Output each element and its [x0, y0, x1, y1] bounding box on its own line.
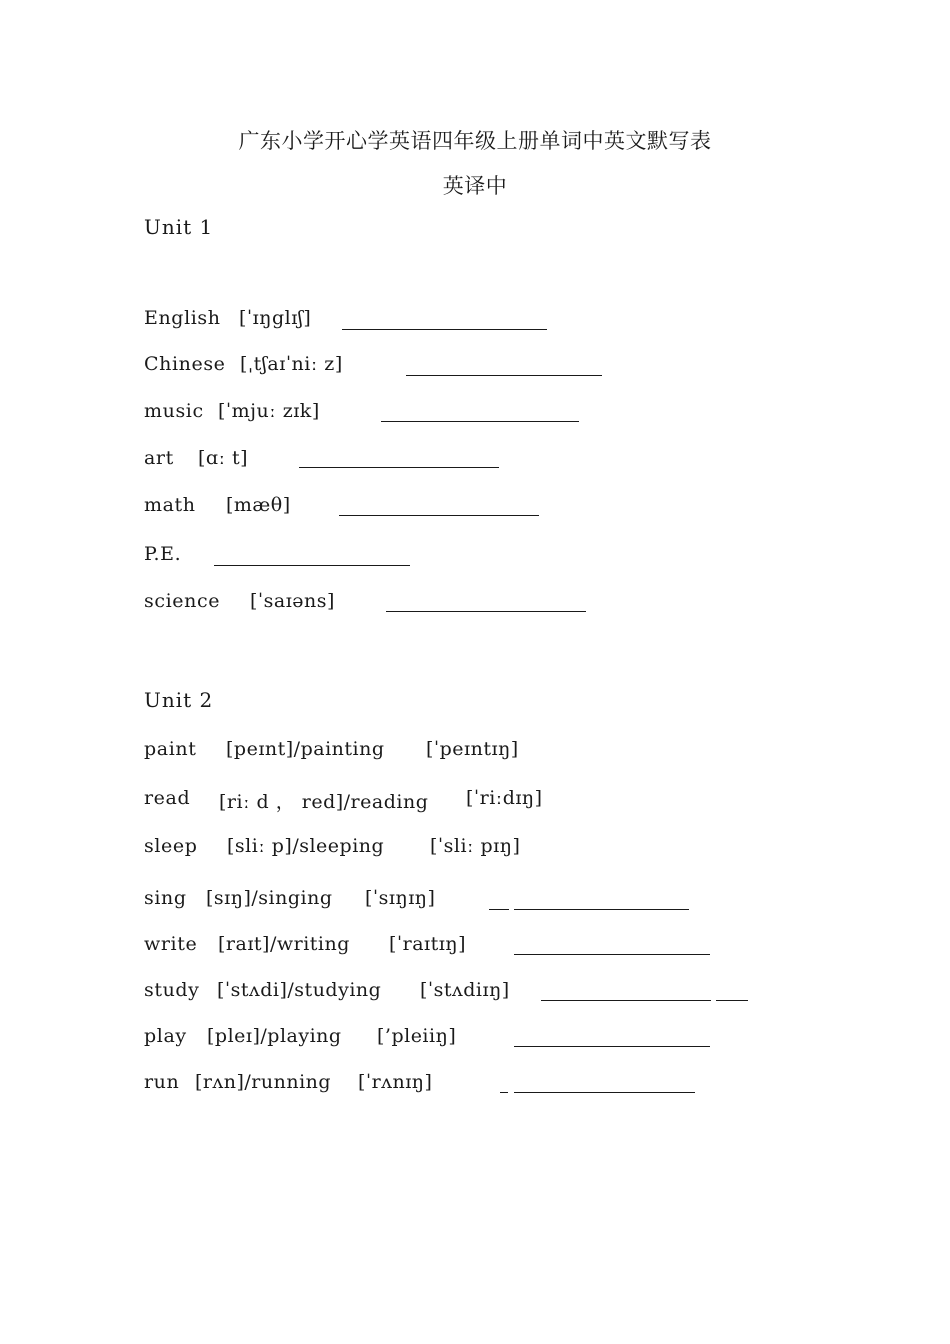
answer-blank[interactable] [541, 1000, 711, 1001]
vocab-phonetic-ing: [ˈraɪtɪŋ] [389, 933, 466, 955]
vocab-phonetic: [ˈmjuː zɪk] [218, 400, 320, 422]
vocab-phonetic-ing: [ˈsɪŋɪŋ] [365, 887, 436, 909]
answer-blank[interactable] [381, 421, 579, 422]
vocab-word: P.E. [144, 543, 182, 565]
unit-2-heading: Unit 2 [144, 688, 214, 712]
answer-blank[interactable] [514, 954, 710, 955]
vocab-word: play [144, 1025, 187, 1047]
vocab-row [144, 353, 844, 383]
vocab-row [144, 494, 844, 524]
vocab-word: write [144, 933, 198, 955]
vocab-word: read [144, 787, 191, 809]
vocab-row [144, 933, 844, 963]
vocab-phonetic: [ˈɪŋglɪʃ] [239, 307, 312, 329]
vocab-row [144, 787, 844, 817]
vocab-row [144, 543, 844, 573]
vocab-phonetic: [sliː p]/sleeping [227, 835, 385, 857]
vocab-phonetic: [peɪnt]/painting [226, 738, 385, 760]
vocab-phonetic: [ˈstʌdi]/studying [217, 979, 382, 1001]
vocab-phonetic-ing: [ˈsliː pɪŋ] [430, 835, 521, 857]
answer-blank[interactable] [339, 515, 539, 516]
vocab-row [144, 887, 844, 917]
vocab-phonetic: [ɑː t] [198, 447, 249, 469]
vocab-word: Chinese [144, 353, 226, 375]
answer-blank[interactable] [514, 1046, 710, 1047]
page-title: 广东小学开心学英语四年级上册单词中英文默写表 [238, 129, 712, 153]
vocab-phonetic: [ˈsaɪəns] [250, 590, 335, 612]
answer-blank[interactable] [716, 1000, 748, 1001]
vocab-row [144, 979, 844, 1009]
vocab-word: science [144, 590, 221, 612]
vocab-word: paint [144, 738, 197, 760]
vocab-phonetic-ing: [ˈrʌnɪŋ] [358, 1071, 433, 1093]
answer-blank[interactable] [514, 1092, 695, 1093]
vocab-row [144, 1071, 844, 1101]
vocab-row [144, 400, 844, 430]
vocab-word: study [144, 979, 200, 1001]
vocab-phonetic: [raɪt]/writing [218, 933, 350, 955]
vocab-row [144, 835, 844, 865]
answer-blank[interactable] [299, 467, 499, 468]
vocab-row [144, 447, 844, 477]
vocab-phonetic-ing: [ˈstʌdiɪŋ] [420, 979, 510, 1001]
vocab-phonetic-ing: [ˈpeɪntɪŋ] [426, 738, 519, 760]
vocab-word: sing [144, 887, 187, 909]
vocab-row [144, 738, 844, 768]
vocab-phonetic: [ˌtʃaɪˈniː z] [240, 353, 343, 375]
vocab-phonetic: [mæθ] [226, 494, 291, 516]
answer-blank[interactable] [514, 909, 689, 910]
vocab-phonetic: [sɪŋ]/singing [206, 887, 333, 909]
answer-blank[interactable] [489, 909, 509, 910]
page-subtitle: 英译中 [442, 174, 508, 198]
vocab-word: math [144, 494, 196, 516]
vocab-phonetic-ing: [’pleiiŋ] [377, 1025, 457, 1047]
vocab-row [144, 1025, 844, 1055]
vocab-word: music [144, 400, 204, 422]
vocab-row [144, 307, 844, 337]
answer-blank[interactable] [214, 565, 410, 566]
vocab-phonetic: [riː d ， red]/reading [219, 791, 429, 813]
vocab-row [144, 590, 844, 620]
vocab-phonetic-ing: [ˈriːdɪŋ] [466, 787, 543, 809]
vocab-word: art [144, 447, 174, 469]
answer-blank[interactable] [500, 1092, 508, 1093]
answer-blank[interactable] [342, 329, 547, 330]
vocab-phonetic: [rʌn]/running [195, 1071, 332, 1093]
vocab-word: English [144, 307, 221, 329]
answer-blank[interactable] [386, 611, 586, 612]
vocab-word: sleep [144, 835, 198, 857]
answer-blank[interactable] [406, 375, 602, 376]
vocab-phonetic: [pleɪ]/playing [207, 1025, 342, 1047]
vocab-word: run [144, 1071, 180, 1093]
unit-1-heading: Unit 1 [144, 215, 214, 239]
